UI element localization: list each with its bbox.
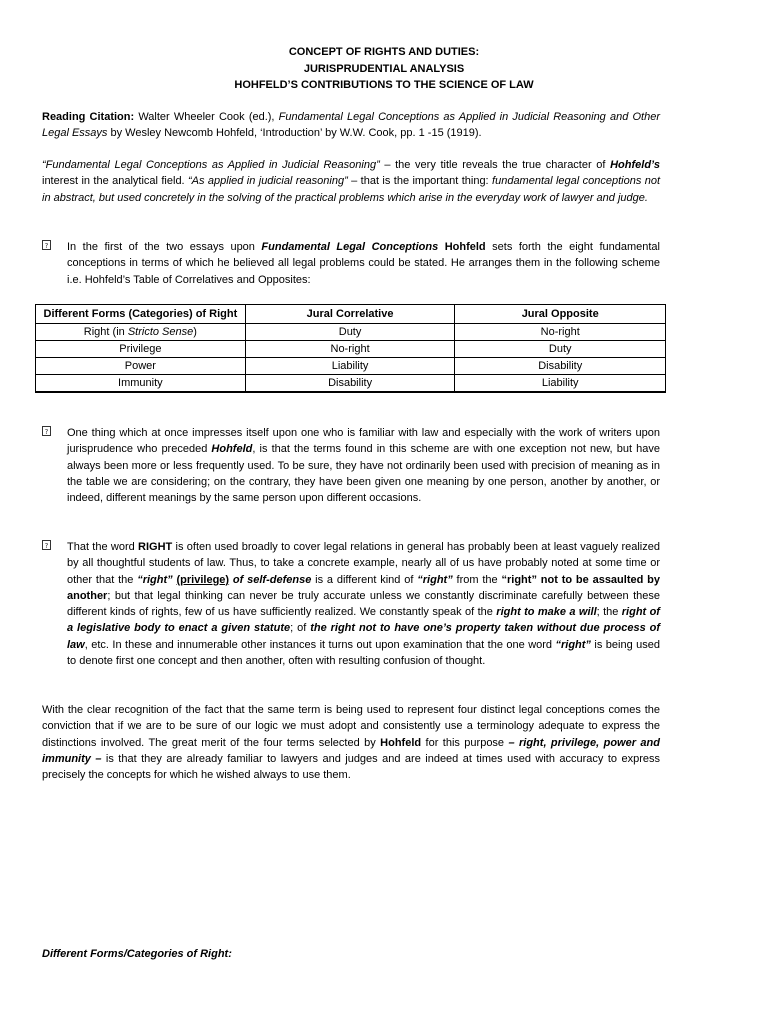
citation-book-title: Fundamental Legal Conceptions as Applied in Judicial Reasoning and Other Legal Essays — [42, 111, 660, 140]
bullet-1-text — [67, 239, 660, 288]
bullet-3-make-will: right to make a will — [496, 606, 597, 619]
cell-right-prefix: Right (in — [83, 326, 128, 338]
intro-hohfelds: Hohfeld’s — [610, 159, 661, 171]
bullet-3-property-right: the right not to have one’s property taken without due process of law — [67, 622, 660, 651]
closing-paragraph — [42, 702, 660, 783]
table-row — [36, 341, 666, 358]
bullet-3-right-quote-2: “right” — [417, 573, 453, 586]
document-titles — [0, 44, 768, 94]
intro-quote-title: “Fundamental Legal Conceptions as Applied in Judicial Reasoning” — [42, 159, 380, 171]
bullet-2-hohfeld: Hohfeld — [211, 443, 253, 456]
bullet-3-legislative-body: right of a legislative body to enact a given statute — [67, 606, 660, 635]
citation-text-2: by Wesley Newcomb Hohfeld, ‘Introduction’ by W.W. Cook, pp. 1 -15 (1919). — [107, 127, 482, 140]
closing-text-a: With the clear recognition of the fact that the same term is being used to represent four distinct legal conceptions comes the conviction that if we are to be sure of our logic we must adopt and consistently use a terminology adequate to express the distinctions involved. The great merit of the four terms selected by — [42, 704, 660, 749]
closing-text-c: is that they are already familiar to lawyers and judges and are indeed at times used with accuracy to express precisely the concepts for which he wished always to use them. — [42, 752, 660, 782]
table-header-forms: Different Forms (Categories) of Right — [36, 305, 246, 324]
table-row — [36, 324, 666, 341]
title-line-3: HOHFELD’S CONTRIBUTIONS TO THE SCIENCE OF LAW — [234, 79, 534, 91]
bullet-3-text-b: is often used broadly to cover legal relations in general has probably been at least vaguely realized by all thoughtful students of law. Thus, to take a concrete example, nearly all of us have probably noted at some time or other that the — [67, 541, 660, 586]
missing-glyph-icon: ? — [42, 540, 51, 550]
title-line-2: JURISPRUDENTIAL ANALYSIS — [303, 62, 465, 75]
table-cell: No-right — [245, 341, 455, 358]
bullet-3-text-e: ; but that legal thinking can never be truly accurate unless we constantly discriminate carefully between these different kinds of rights, few of us have sufficiently realized. We constantly speak of the — [67, 589, 660, 619]
bullet-3-right-quote-1: “right” — [137, 573, 173, 586]
table-cell: Liability — [245, 358, 455, 375]
bullet-1-text-a: In the first of the two essays upon — [67, 241, 262, 253]
table-cell: No-right — [455, 324, 666, 341]
table-cell: Duty — [245, 324, 455, 341]
reading-citation — [42, 109, 660, 142]
title-line-1: CONCEPT OF RIGHTS AND DUTIES: — [288, 46, 480, 58]
missing-glyph-icon: ? — [42, 426, 51, 436]
bullet-3-text-a: That the word — [67, 541, 139, 553]
cell-stricto-sense: Stricto Sense — [127, 326, 194, 338]
bullet-3-privilege: (privilege) — [176, 573, 230, 586]
intro-quote-applied: “As applied in judicial reasoning” — [188, 175, 348, 188]
missing-glyph-icon: ? — [42, 240, 51, 250]
bullet-3-text-g: ; of — [290, 622, 311, 635]
table-cell: Disability — [245, 375, 455, 393]
table-cell: Privilege — [36, 341, 246, 358]
table-cell: Duty — [455, 341, 666, 358]
bullet-1-hohfeld: Hohfeld — [444, 241, 486, 253]
table-row — [36, 358, 666, 375]
citation-text-1: Walter Wheeler Cook (ed.), — [134, 111, 279, 123]
bullet-3-right-quote-4: “right” — [555, 638, 591, 651]
correlatives-opposites-table — [35, 304, 666, 393]
citation-label: Reading Citation: — [42, 111, 135, 123]
table-row — [36, 375, 666, 393]
intro-text-3: – that is the important thing: — [347, 175, 493, 188]
bullet-3-not-assaulted: “right” not to be assaulted by another — [67, 573, 660, 602]
bullet-3-text-f: ; the — [596, 606, 622, 619]
section-heading-forms-of-right: Different Forms/Categories of Right: — [42, 948, 232, 960]
intro-quote-fundamental: fundamental legal conceptions not in abstract, but used concretely in the solving of the practical problems which arise in the everyday work of lawyer and judge. — [42, 175, 661, 204]
intro-text-2: interest in the analytical field. — [42, 175, 189, 188]
table-header-opposite: Jural Opposite — [455, 305, 666, 324]
bullet-2-text-a: One thing which at once impresses itself upon one who is familiar with law and especially with the work of writers upon jurisprudence who preceded — [67, 427, 660, 456]
bullet-2-text — [67, 425, 660, 506]
bullet-1-text-b: sets forth the eight fundamental conceptions in terms of which he believed all legal problems could be stated. He arranges them in the following scheme i.e. Hohfeld’s Table of Correlatives and Opposites: — [67, 241, 660, 286]
table-header-correlative: Jural Correlative — [245, 305, 455, 324]
intro-paragraph — [42, 157, 660, 206]
bullet-3-text-i: is being used to denote first one concept and then another, often with resulting confusion of thought. — [67, 638, 660, 668]
bullet-3-text-d: from the — [452, 573, 502, 586]
bullet-1-fundamental-legal-conceptions: Fundamental Legal Conceptions — [261, 241, 439, 253]
closing-text-b: for this purpose — [421, 736, 509, 749]
bullet-3-text-h: , etc. In these and innumerable other instances it turns out upon examination that the one word — [84, 638, 556, 651]
table-cell: Disability — [455, 358, 666, 375]
bullet-3-text-c: is a different kind of — [311, 573, 418, 586]
table-cell: Immunity — [36, 375, 246, 393]
cell-right-suffix: ) — [193, 326, 197, 338]
bullet-3-right: RIGHT — [138, 541, 173, 553]
bullet-3-self-defense: of self-defense — [229, 573, 312, 586]
intro-text-1: – the very title reveals the true character of — [379, 159, 611, 171]
table-cell — [36, 324, 246, 341]
bullet-2-text-b: , is that the terms found in this scheme are with one exception not new, but have always been more or less frequently used. To be sure, they have not ordinarily been used with precision of meaning as in the table we are considering; on the contrary, they have been given one meaning by one person, another by another, or indeed, different meanings by the same person upon different occasions. — [67, 443, 660, 505]
closing-four-terms: – right, privilege, power and immunity – — [42, 736, 660, 765]
table-cell: Liability — [455, 375, 666, 393]
table-cell: Power — [36, 358, 246, 375]
closing-hohfeld: Hohfeld — [380, 736, 422, 749]
bullet-3-text — [67, 539, 660, 669]
table-header-row — [36, 305, 666, 324]
